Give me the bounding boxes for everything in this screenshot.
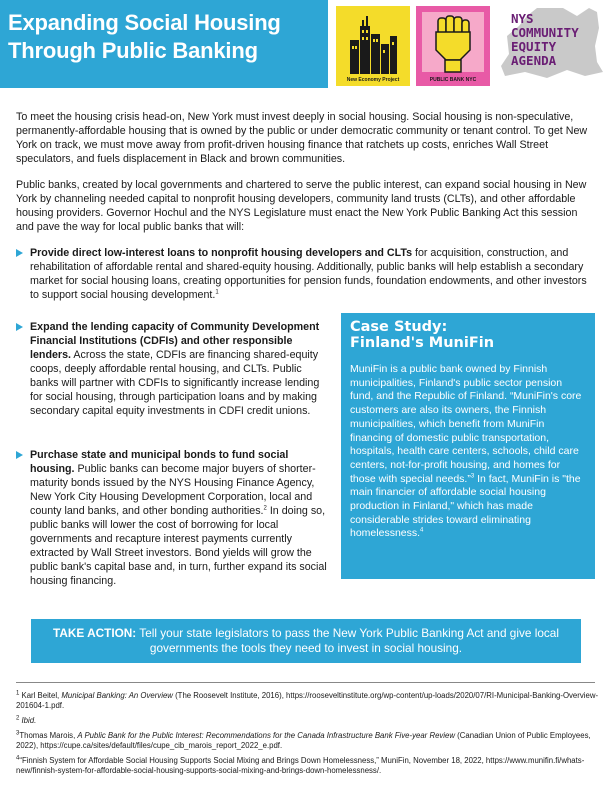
nys-logo-text	[511, 12, 579, 68]
nys-community-equity-agenda-logo	[497, 6, 605, 86]
case-study-title	[341, 313, 595, 351]
footnote-ref: 3	[470, 473, 475, 480]
footnote-4	[16, 756, 601, 777]
footnote-title: Ibid.	[21, 716, 37, 725]
bullet-purchase-bonds	[30, 448, 330, 588]
bullet-body: for acquisition, construction, and rehabilitation of affordable rental and shared-equity housing. Additionally, public banks will help establish a secondary market for social housing loans, creating opportunities for pension funds, foundation endowments, and other investors to support social housing development.	[30, 247, 587, 301]
footnote-ref: 2	[263, 505, 267, 512]
title-banner	[0, 0, 328, 88]
footnote-2	[16, 716, 601, 726]
title-line-2: Through Public Banking	[8, 38, 258, 63]
raised-fist-icon	[416, 6, 490, 86]
footnote-title: A Public Bank for the Public Interest: Recommendations for the Canada Infrastructure Bank Five-year Review	[77, 731, 456, 740]
intro-paragraph-2: Public banks, created by local governments and chartered to serve the public interest, can expand social housing in New York by channeling needed capital to nonprofit housing developers, community land trusts (CLTs), and other affordable housing providers. Governor Hochul and the NYS Legislature must enact the New York Public Banking Act this session and pave the way for local public banks that will:	[16, 179, 587, 233]
take-action-label: TAKE ACTION:	[53, 626, 137, 640]
footnote-3	[16, 731, 601, 752]
title-line-1: Expanding Social Housing	[8, 10, 281, 35]
bullet-heading: Expand the lending capacity of Community Development Financial Institutions (CDFIs) and other responsible lenders.	[30, 321, 320, 361]
case-study-title-line-1: Case Study:	[350, 319, 448, 335]
bullet-body: Across the state, CDFIs are financing shared-equity coops, deeply affordable rental housing, and CLTs. Public banks will partner with CDFIs to significantly increase lending for social housing, through participation loans and by making secondary capital equity investments in CDFI credit unions.	[30, 349, 320, 417]
new-economy-project-logo	[336, 6, 410, 86]
bullet-body: Public banks can become major buyers of shorter-maturity bonds issued by the NYS Housing Finance Agency, New York City Housing Development Corporation, local and county land banks, and other bonding authorities.	[30, 463, 316, 517]
footnote-number: 3	[16, 730, 20, 737]
footnote-text: Thomas Marois,	[19, 731, 78, 740]
footnote-divider	[16, 682, 595, 683]
public-bank-nyc-logo	[416, 6, 490, 86]
case-study-text-continued: In fact, MuniFin is "the main financier of affordable social housing production in Finland," which has made considerable strides toward eliminating homelessness.	[350, 472, 581, 540]
footnote-title: Municipal Banking: An Overview	[61, 691, 173, 700]
take-action-text: Tell your state legislators to pass the New York Public Banking Act and give local governments the tools they need to invest in social housing.	[136, 626, 559, 655]
new-economy-project-name: New Economy Project	[346, 77, 400, 83]
bullet-triangle-icon	[16, 323, 23, 331]
case-study-title-line-2: Finland's MuniFin	[350, 335, 495, 351]
intro-paragraph-1: To meet the housing crisis head-on, New York must invest deeply in social housing. Social housing is non-speculative, permanently-affordable housing that is owned by the public or under democratic community or tenant control. To get New York on track, we must move away from profit-driven housing finance that ratchets up costs, enriches Wall Street speculators, and fuels displacement in Black and brown communities.	[16, 111, 588, 165]
footnote-ref: 4	[420, 527, 424, 534]
case-study-body	[341, 351, 595, 541]
nys-logo-line: EQUITY	[511, 39, 557, 54]
nys-logo-line: COMMUNITY	[511, 25, 579, 40]
footnote-text: Karl Beitel,	[19, 691, 62, 700]
take-action-banner	[31, 619, 581, 663]
public-bank-nyc-name: PUBLIC BANK NYC	[429, 77, 477, 83]
bullet-triangle-icon	[16, 451, 23, 459]
footnote-link[interactable]: (The Roosevelt Institute, 2016), https://rooseveltinstitute.org/wp-content/up-loads/2020/07/RI-Municipal-Banking-Overview-201604-1.pdf.	[16, 691, 599, 711]
nys-logo-line: NYS	[511, 11, 534, 26]
bullet-heading: Provide direct low-interest loans to nonprofit housing developers and CLTs	[30, 247, 413, 259]
footnote-ref: 1	[215, 289, 219, 296]
case-study-box	[341, 313, 595, 579]
footnote-number: 4	[16, 755, 20, 762]
footnote-link[interactable]: (Canadian Union of Public Employees, 2022), https://cupe.ca/sites/default/files/cupe_cib_marois_report_2022_e.pdf.	[16, 731, 591, 751]
footnote-number: 2	[16, 715, 20, 722]
footnote-number: 1	[16, 690, 20, 697]
bullet-direct-loans	[30, 246, 596, 302]
bullet-cdfi-lending	[30, 320, 330, 418]
bullet-body-continued: In doing so, public banks will lower the cost of borrowing for local governments and recapture interest payments currently extracted by Wall Street investors. Bond yields will grow the public bank's capital base and, in turn, further expand its social housing financing.	[30, 505, 327, 587]
footnote-link[interactable]: “Finnish System for Affordable Social Housing Supports Social Mixing and Brings Down Homelessness,” MuniFin, November 18, 2022, https://www.munifin.fi/whats-new/finnish-system-for-affordable-social-housing-supports-social-mixing-and-brings-down-homelessness/.	[16, 756, 585, 776]
nys-logo-line: AGENDA	[511, 53, 557, 68]
new-economy-project-skyline-icon	[336, 6, 410, 86]
page-title	[0, 0, 328, 65]
bullet-heading: Purchase state and municipal bonds to fund social housing.	[30, 449, 289, 475]
bullet-triangle-icon	[16, 249, 23, 257]
footnote-1	[16, 691, 601, 712]
case-study-text: MuniFin is a public bank owned by Finnish municipalities, Finland's public sector pension fund, and the Republic of Finland. “MuniFin's core customers are also its owners, the Finnish municipalities, which benefit from MuniFin financing of domestic public transportation, hospitals, health care centers, schools, child care centers, not-for-profit housing, and homes for those with special needs.”	[350, 363, 582, 485]
